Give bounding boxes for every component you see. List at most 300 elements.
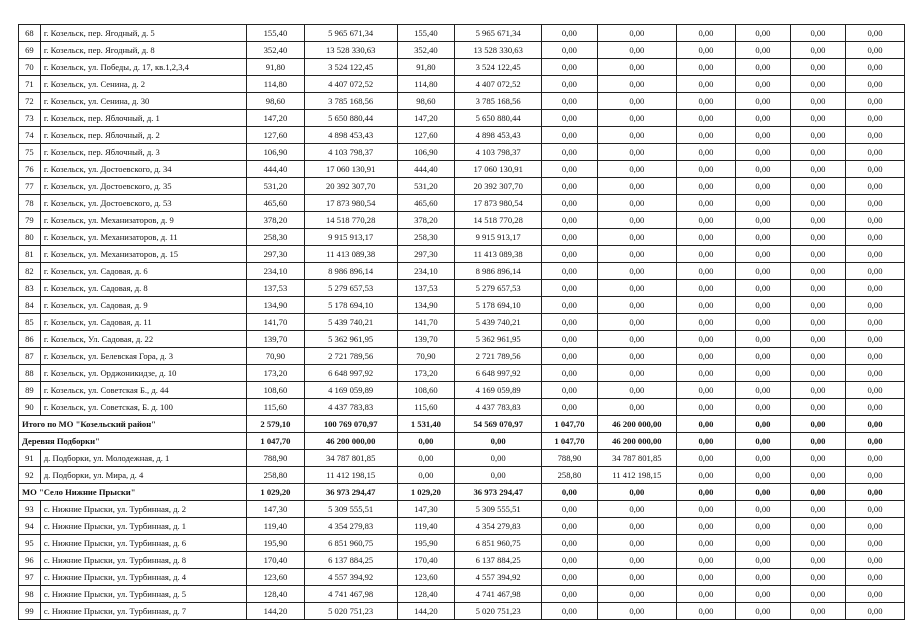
value-cell: 4 169 059,89 [455,382,542,399]
value-cell: 195,90 [247,535,304,552]
table-row [19,331,905,348]
row-number: 95 [19,535,41,552]
row-number: 98 [19,586,41,603]
value-cell: 0,00 [677,484,736,501]
value-cell: 0,00 [542,76,597,93]
value-cell: 0,00 [790,331,845,348]
value-cell: 2 721 789,56 [455,348,542,365]
value-cell: 352,40 [247,42,304,59]
value-cell: 0,00 [597,586,676,603]
value-cell: 0,00 [845,416,904,433]
value-cell: 0,00 [542,331,597,348]
value-cell: 4 437 783,83 [455,399,542,416]
value-cell: 1 047,70 [542,416,597,433]
value-cell: 0,00 [790,297,845,314]
row-number: 73 [19,110,41,127]
value-cell: 13 528 330,63 [455,42,542,59]
value-cell: 0,00 [542,161,597,178]
value-cell: 0,00 [677,144,736,161]
value-cell: 3 524 122,45 [455,59,542,76]
value-cell: 0,00 [735,501,790,518]
value-cell: 0,00 [677,399,736,416]
value-cell: 0,00 [790,178,845,195]
table-row [19,212,905,229]
value-cell: 0,00 [542,365,597,382]
value-cell: 106,90 [397,144,454,161]
table-row [19,314,905,331]
value-cell: 0,00 [790,93,845,110]
value-cell: 17 873 980,54 [455,195,542,212]
value-cell: 114,80 [397,76,454,93]
row-number: 75 [19,144,41,161]
value-cell: 114,80 [247,76,304,93]
value-cell: 0,00 [790,229,845,246]
row-number: 86 [19,331,41,348]
value-cell: 0,00 [677,161,736,178]
address-cell: с. Нижние Прыски, ул. Турбинная, д. 7 [40,603,246,620]
table-row [19,603,905,620]
value-cell: 17 060 130,91 [304,161,397,178]
value-cell: 0,00 [542,382,597,399]
value-cell: 0,00 [597,280,676,297]
row-number: 84 [19,297,41,314]
row-number: 74 [19,127,41,144]
value-cell: 4 741 467,98 [455,586,542,603]
value-cell: 0,00 [735,42,790,59]
value-cell: 0,00 [677,382,736,399]
value-cell: 0,00 [597,93,676,110]
value-cell: 0,00 [597,178,676,195]
document-page [18,24,905,620]
value-cell: 4 407 072,52 [455,76,542,93]
value-cell: 11 413 089,38 [455,246,542,263]
table-row [19,586,905,603]
value-cell: 5 020 751,23 [455,603,542,620]
value-cell: 0,00 [735,144,790,161]
value-cell: 5 020 751,23 [304,603,397,620]
address-cell: г. Козельск, ул. Достоевского, д. 53 [40,195,246,212]
value-cell: 0,00 [677,59,736,76]
value-cell: 0,00 [845,314,904,331]
value-cell: 531,20 [397,178,454,195]
value-cell: 0,00 [677,110,736,127]
address-cell: д. Подборки, ул. Молодежная, д. 1 [40,450,246,467]
row-number: 70 [19,59,41,76]
value-cell: 0,00 [735,212,790,229]
value-cell: 139,70 [247,331,304,348]
value-cell: 297,30 [247,246,304,263]
value-cell: 0,00 [735,382,790,399]
value-cell: 4 103 798,37 [455,144,542,161]
value-cell: 0,00 [397,433,454,450]
value-cell: 0,00 [790,348,845,365]
table-row [19,365,905,382]
value-cell: 0,00 [845,484,904,501]
value-cell: 0,00 [790,501,845,518]
value-cell: 0,00 [597,535,676,552]
row-number: 92 [19,467,41,484]
value-cell: 173,20 [247,365,304,382]
value-cell: 0,00 [845,144,904,161]
value-cell: 108,60 [247,382,304,399]
value-cell: 141,70 [397,314,454,331]
value-cell: 0,00 [597,297,676,314]
address-cell: г. Козельск, Ул. Садовая, д. 22 [40,331,246,348]
table-row [19,569,905,586]
value-cell: 0,00 [790,467,845,484]
value-cell: 0,00 [542,280,597,297]
value-cell: 0,00 [735,535,790,552]
address-cell: г. Козельск, пер. Яблочный, д. 2 [40,127,246,144]
value-cell: 91,80 [397,59,454,76]
table-row [19,144,905,161]
value-cell: 0,00 [790,127,845,144]
value-cell: 4 354 279,83 [304,518,397,535]
value-cell: 258,80 [542,467,597,484]
value-cell: 1 047,70 [542,433,597,450]
address-cell: с. Нижние Прыски, ул. Турбинная, д. 5 [40,586,246,603]
value-cell: 0,00 [597,229,676,246]
value-cell: 0,00 [735,246,790,263]
value-cell: 4 557 394,92 [304,569,397,586]
value-cell: 0,00 [542,195,597,212]
value-cell: 0,00 [845,161,904,178]
value-cell: 0,00 [677,501,736,518]
value-cell: 46 200 000,00 [597,416,676,433]
value-cell: 46 200 000,00 [304,433,397,450]
table-row [19,25,905,42]
value-cell: 0,00 [790,144,845,161]
value-cell: 0,00 [597,399,676,416]
row-number: 78 [19,195,41,212]
value-cell: 6 851 960,75 [304,535,397,552]
value-cell: 0,00 [845,535,904,552]
value-cell: 465,60 [247,195,304,212]
value-cell: 0,00 [845,603,904,620]
value-cell: 0,00 [542,127,597,144]
value-cell: 0,00 [790,552,845,569]
value-cell: 0,00 [735,552,790,569]
row-number: 81 [19,246,41,263]
table-row [19,382,905,399]
value-cell: 147,30 [397,501,454,518]
value-cell: 0,00 [455,433,542,450]
row-label: МО "Село Нижние Прыски" [19,484,247,501]
value-cell: 297,30 [397,246,454,263]
address-cell: г. Козельск, ул. Достоевского, д. 34 [40,161,246,178]
value-cell: 0,00 [845,382,904,399]
value-cell: 0,00 [845,178,904,195]
value-cell: 9 915 913,17 [455,229,542,246]
value-cell: 0,00 [845,569,904,586]
value-cell: 0,00 [542,399,597,416]
value-cell: 0,00 [542,25,597,42]
table-row [19,467,905,484]
value-cell: 123,60 [247,569,304,586]
value-cell: 0,00 [677,586,736,603]
value-cell: 0,00 [677,246,736,263]
value-cell: 0,00 [735,110,790,127]
value-cell: 6 137 884,25 [455,552,542,569]
address-cell: г. Козельск, ул. Победы, д. 17, кв.1,2,3,4 [40,59,246,76]
row-number: 69 [19,42,41,59]
value-cell: 0,00 [542,501,597,518]
value-cell: 465,60 [397,195,454,212]
value-cell: 170,40 [397,552,454,569]
table-row [19,518,905,535]
value-cell: 234,10 [397,263,454,280]
address-cell: с. Нижние Прыски, ул. Турбинная, д. 2 [40,501,246,518]
value-cell: 0,00 [542,484,597,501]
value-cell: 100 769 070,97 [304,416,397,433]
table-subtotal-row [19,416,905,433]
value-cell: 127,60 [397,127,454,144]
table-subtotal-row [19,484,905,501]
value-cell: 20 392 307,70 [455,178,542,195]
value-cell: 0,00 [597,348,676,365]
address-cell: с. Нижние Прыски, ул. Турбинная, д. 4 [40,569,246,586]
value-cell: 0,00 [597,76,676,93]
value-cell: 0,00 [677,348,736,365]
value-cell: 444,40 [247,161,304,178]
value-cell: 0,00 [735,280,790,297]
value-cell: 0,00 [845,501,904,518]
value-cell: 788,90 [247,450,304,467]
value-cell: 6 648 997,92 [455,365,542,382]
value-cell: 0,00 [790,246,845,263]
value-cell: 36 973 294,47 [304,484,397,501]
value-cell: 258,80 [247,467,304,484]
value-cell: 70,90 [247,348,304,365]
table-row [19,76,905,93]
value-cell: 0,00 [790,195,845,212]
value-cell: 34 787 801,85 [304,450,397,467]
value-cell: 3 785 168,56 [455,93,542,110]
value-cell: 170,40 [247,552,304,569]
value-cell: 11 413 089,38 [304,246,397,263]
table-row [19,110,905,127]
value-cell: 36 973 294,47 [455,484,542,501]
value-cell: 0,00 [845,110,904,127]
value-cell: 108,60 [397,382,454,399]
value-cell: 0,00 [597,59,676,76]
value-cell: 20 392 307,70 [304,178,397,195]
value-cell: 195,90 [397,535,454,552]
value-cell: 0,00 [542,569,597,586]
table-row [19,552,905,569]
value-cell: 1 047,70 [247,433,304,450]
value-cell: 0,00 [790,484,845,501]
table-row [19,535,905,552]
table-row [19,59,905,76]
value-cell: 0,00 [677,365,736,382]
value-cell: 0,00 [845,552,904,569]
value-cell: 0,00 [677,552,736,569]
value-cell: 0,00 [542,518,597,535]
row-number: 87 [19,348,41,365]
value-cell: 115,60 [247,399,304,416]
value-cell: 0,00 [735,59,790,76]
value-cell: 4 741 467,98 [304,586,397,603]
value-cell: 0,00 [677,127,736,144]
value-cell: 0,00 [845,467,904,484]
value-cell: 4 557 394,92 [455,569,542,586]
value-cell: 0,00 [597,314,676,331]
value-cell: 0,00 [677,467,736,484]
value-cell: 9 915 913,17 [304,229,397,246]
table-row [19,127,905,144]
value-cell: 234,10 [247,263,304,280]
value-cell: 0,00 [597,484,676,501]
address-cell: с. Нижние Прыски, ул. Турбинная, д. 6 [40,535,246,552]
value-cell: 54 569 070,97 [455,416,542,433]
value-cell: 0,00 [845,365,904,382]
value-cell: 5 178 694,10 [304,297,397,314]
value-cell: 0,00 [677,331,736,348]
table-row [19,246,905,263]
table-row [19,161,905,178]
value-cell: 0,00 [735,229,790,246]
value-cell: 0,00 [735,399,790,416]
value-cell: 0,00 [542,93,597,110]
row-number: 94 [19,518,41,535]
value-cell: 0,00 [735,297,790,314]
value-cell: 4 103 798,37 [304,144,397,161]
value-cell: 0,00 [597,569,676,586]
value-cell: 0,00 [845,229,904,246]
value-cell: 0,00 [597,161,676,178]
value-cell: 8 986 896,14 [455,263,542,280]
value-cell: 0,00 [677,297,736,314]
value-cell: 0,00 [790,518,845,535]
value-cell: 0,00 [845,42,904,59]
value-cell: 0,00 [845,399,904,416]
table-row [19,450,905,467]
row-number: 93 [19,501,41,518]
table-row [19,229,905,246]
value-cell: 0,00 [845,280,904,297]
value-cell: 0,00 [397,467,454,484]
value-cell: 0,00 [542,314,597,331]
address-cell: г. Козельск, ул. Садовая, д. 8 [40,280,246,297]
address-cell: г. Козельск, ул. Белевская Гора, д. 3 [40,348,246,365]
value-cell: 141,70 [247,314,304,331]
value-cell: 0,00 [597,195,676,212]
value-cell: 5 178 694,10 [455,297,542,314]
value-cell: 0,00 [845,433,904,450]
value-cell: 258,30 [397,229,454,246]
value-cell: 0,00 [790,25,845,42]
address-cell: г. Козельск, пер. Яблочный, д. 3 [40,144,246,161]
value-cell: 0,00 [542,246,597,263]
row-number: 71 [19,76,41,93]
value-cell: 0,00 [735,484,790,501]
value-cell: 0,00 [845,127,904,144]
value-cell: 0,00 [845,246,904,263]
value-cell: 0,00 [845,195,904,212]
address-cell: г. Козельск, ул. Механизаторов, д. 11 [40,229,246,246]
table-row [19,399,905,416]
value-cell: 0,00 [542,42,597,59]
row-number: 99 [19,603,41,620]
value-cell: 0,00 [790,110,845,127]
value-cell: 0,00 [677,195,736,212]
value-cell: 5 362 961,95 [455,331,542,348]
value-cell: 119,40 [247,518,304,535]
value-cell: 4 169 059,89 [304,382,397,399]
table-row [19,195,905,212]
address-cell: г. Козельск, ул. Садовая, д. 9 [40,297,246,314]
value-cell: 119,40 [397,518,454,535]
row-number: 89 [19,382,41,399]
value-cell: 134,90 [247,297,304,314]
value-cell: 14 518 770,28 [455,212,542,229]
value-cell: 91,80 [247,59,304,76]
value-cell: 0,00 [790,399,845,416]
table-subtotal-row [19,433,905,450]
value-cell: 147,20 [397,110,454,127]
value-cell: 13 528 330,63 [304,42,397,59]
value-cell: 0,00 [597,127,676,144]
value-cell: 4 898 453,43 [304,127,397,144]
value-cell: 0,00 [597,263,676,280]
address-cell: г. Козельск, ул. Садовая, д. 11 [40,314,246,331]
value-cell: 0,00 [677,263,736,280]
value-cell: 0,00 [845,331,904,348]
row-number: 82 [19,263,41,280]
value-cell: 0,00 [790,569,845,586]
row-number: 83 [19,280,41,297]
value-cell: 6 648 997,92 [304,365,397,382]
value-cell: 115,60 [397,399,454,416]
value-cell: 0,00 [542,535,597,552]
value-cell: 1 029,20 [397,484,454,501]
value-cell: 0,00 [735,25,790,42]
value-cell: 5 362 961,95 [304,331,397,348]
value-cell: 137,53 [247,280,304,297]
row-number: 91 [19,450,41,467]
value-cell: 0,00 [790,263,845,280]
value-cell: 4 437 783,83 [304,399,397,416]
value-cell: 0,00 [597,212,676,229]
value-cell: 0,00 [677,569,736,586]
value-cell: 0,00 [677,212,736,229]
value-cell: 0,00 [735,365,790,382]
address-cell: г. Козельск, ул. Садовая, д. 6 [40,263,246,280]
value-cell: 0,00 [735,127,790,144]
address-cell: г. Козельск, ул. Механизаторов, д. 15 [40,246,246,263]
value-cell: 0,00 [597,382,676,399]
value-cell: 0,00 [677,314,736,331]
value-cell: 0,00 [790,450,845,467]
value-cell: 98,60 [397,93,454,110]
value-cell: 5 965 671,34 [304,25,397,42]
value-cell: 0,00 [677,178,736,195]
value-cell: 34 787 801,85 [597,450,676,467]
value-cell: 0,00 [735,569,790,586]
value-cell: 0,00 [735,348,790,365]
value-cell: 378,20 [397,212,454,229]
address-cell: г. Козельск, ул. Сенина, д. 30 [40,93,246,110]
value-cell: 147,30 [247,501,304,518]
value-cell: 0,00 [542,144,597,161]
value-cell: 0,00 [735,178,790,195]
value-cell: 258,30 [247,229,304,246]
value-cell: 0,00 [542,603,597,620]
value-cell: 0,00 [542,552,597,569]
address-cell: г. Козельск, пер. Ягодный, д. 8 [40,42,246,59]
value-cell: 0,00 [542,586,597,603]
